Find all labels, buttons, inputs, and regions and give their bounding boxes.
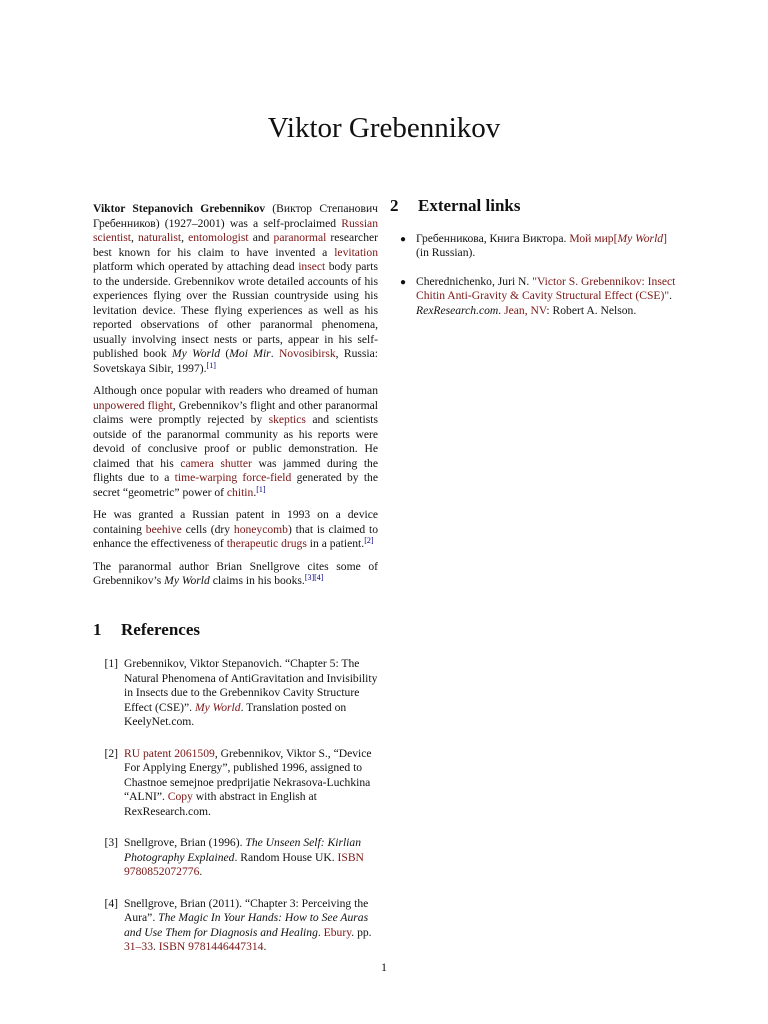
link-pages[interactable]: 31–33: [124, 940, 153, 953]
intro-paragraph-1: [93, 202, 378, 376]
text: researcher best known for his claim to have invented a: [93, 231, 378, 259]
link-skeptics[interactable]: skeptics: [268, 413, 306, 426]
text: . pp.: [351, 925, 372, 939]
citation-link[interactable]: [2]: [364, 536, 374, 545]
citation-link[interactable]: [3]: [304, 573, 315, 582]
section-number: 2: [390, 196, 399, 215]
text: ]: [663, 231, 667, 245]
text: .: [317, 925, 324, 939]
link-beehive[interactable]: beehive: [145, 522, 182, 536]
page-number: 1: [381, 960, 387, 974]
section-number: 1: [93, 619, 102, 639]
link-insect[interactable]: insect: [298, 260, 326, 273]
text: Snellgrove, Brian (2011). “Chapter 3: Perceiving the Aura”.: [124, 896, 369, 924]
citation-link[interactable]: [4]: [314, 573, 324, 582]
text: ) that is claimed to enhance the effectiveness of: [93, 522, 378, 550]
text: (Виктор Степанович Гребенников) (1927–2001) was a self-proclaimed: [93, 202, 378, 230]
book-title: The Unseen Self: Kirlian Photography Explained: [124, 836, 361, 864]
text: claims in his books.: [209, 574, 305, 587]
reference-item: [93, 836, 378, 880]
link-levitation[interactable]: levitation: [334, 245, 378, 259]
text: Although once popular with readers who dreamed of human: [93, 384, 378, 397]
link-therapeutic-drugs[interactable]: therapeutic drugs: [226, 537, 307, 550]
book-title: My World: [164, 574, 210, 587]
reference-text: [124, 897, 378, 955]
text: , Grebennikov, Viktor S., “Device For Applying Energy”, published 1996, assigned to Chastnoe semejnoe predprijatie Nekrasova-Luchkina “ALNI”.: [124, 746, 372, 803]
section-title: External links: [418, 196, 521, 215]
link-honeycomb[interactable]: honeycomb: [233, 522, 288, 536]
book-title-russian: Moi Mir: [229, 347, 271, 360]
subject-name: Viktor Stepanovich Grebennikov: [93, 202, 266, 215]
list-item: [390, 275, 676, 319]
link-jean-nv[interactable]: Jean, NV: [504, 303, 547, 317]
text: in a patient.: [306, 537, 365, 550]
text: .: [270, 347, 279, 360]
link-unpowered-flight[interactable]: unpowered flight: [93, 398, 173, 412]
text: , Russia: Sovetskaya Sibir, 1997).: [93, 347, 379, 375]
text: .: [498, 303, 505, 317]
text: . Translation posted on KeelyNet.com.: [124, 700, 347, 728]
text: was jammed during the flights due to a: [93, 456, 379, 484]
text: Cherednichenko, Juri N.: [416, 274, 533, 288]
citation-link[interactable]: [1]: [206, 360, 216, 370]
text: Grebennikov, Viktor Stepanovich. “Chapter 5: The Natural Phenomena of AntiGravitation and Invisibility in Insects due to the Grebennikov Cavity Structure Effect (CSE)”.: [124, 657, 378, 714]
reference-number: [2]: [104, 746, 118, 760]
link-ru-patent[interactable]: RU patent 2061509: [124, 746, 215, 760]
intro-paragraph-2: [93, 384, 378, 500]
text: .: [152, 940, 159, 953]
link-moi-mir[interactable]: [569, 232, 667, 245]
link-russian-scientist[interactable]: Russian scientist: [93, 216, 378, 244]
site-name: RexResearch.com: [416, 303, 499, 317]
link-chitin[interactable]: chitin: [226, 485, 254, 499]
external-links-heading: [390, 196, 676, 215]
right-column: [390, 196, 676, 332]
text: cells (dry: [181, 522, 234, 536]
text: My World: [617, 231, 664, 245]
page-title: Viktor Grebennikov: [267, 112, 501, 144]
list-item: [390, 232, 676, 261]
link-isbn[interactable]: ISBN 9781446447314: [158, 940, 264, 953]
link-copy[interactable]: Copy: [167, 790, 193, 803]
intro-paragraph-3: [93, 508, 378, 552]
text: , Grebennikov’s flight and other paranormal claims were promptly rejected by: [93, 398, 378, 426]
text: and scientists outside of the paranormal community as his reports were devoid of conclusive proof or public demonstration. He claimed that his: [93, 413, 378, 470]
text: .: [199, 865, 203, 878]
text: ,: [131, 231, 138, 244]
link-entomologist[interactable]: entomologist: [188, 231, 249, 244]
references-list: [93, 657, 378, 955]
external-links-list: [390, 232, 676, 319]
text: ,: [181, 231, 189, 244]
reference-number: [4]: [104, 896, 118, 910]
link-ebury[interactable]: Ebury: [323, 925, 352, 939]
text: Мой мир[: [569, 231, 618, 245]
text: : Robert A. Nelson.: [546, 303, 637, 317]
link-force-field[interactable]: time-warping force-field: [174, 471, 292, 484]
reference-text: [124, 836, 378, 880]
text: The paranormal author Brian Snellgrove cites some of Grebennikov’s: [93, 559, 378, 587]
reference-text: [124, 747, 378, 820]
citation-link[interactable]: [1]: [256, 484, 266, 494]
text: .: [253, 485, 257, 499]
book-title: My World: [171, 347, 221, 360]
link-isbn[interactable]: ISBN 9780852072776: [124, 850, 364, 878]
link-paranormal[interactable]: paranormal: [273, 231, 327, 244]
bullet-icon: ●: [399, 233, 407, 245]
text: (in Russian).: [416, 246, 476, 259]
link-naturalist[interactable]: naturalist: [137, 231, 182, 244]
text: Snellgrove, Brian (1996).: [124, 836, 246, 849]
bullet-icon: ●: [399, 276, 407, 288]
reference-number: [3]: [104, 836, 118, 849]
text: . Random House UK.: [234, 850, 338, 864]
text: He was granted a Russian patent in 1993 on a device containing: [93, 508, 378, 536]
link-novosibirsk[interactable]: Novosibirsk: [278, 347, 336, 360]
reference-item: [93, 897, 378, 955]
text: platform which operated by attaching dead: [93, 260, 299, 273]
reference-text: [124, 657, 378, 730]
external-link-text: [416, 232, 676, 261]
link-rexresearch-article[interactable]: "Victor S. Grebennikov: Insect Chitin Anti-Gravity & Cavity Structural Effect (CSE)": [416, 274, 676, 302]
reference-item: [93, 657, 378, 730]
text: and: [248, 231, 274, 244]
section-title: References: [121, 619, 200, 639]
link-my-world[interactable]: My World: [194, 700, 241, 714]
text: Гребенникова, Книга Виктора.: [416, 231, 570, 245]
text: body parts to the underside. Grebennikov wrote detailed accounts of his experiences flying over the Russian countryside using his levitation device. These flying experiences as well as his reported observations of other paranormal phenomena, usually involving insect nests or parts, appear in his self-published book: [93, 260, 378, 360]
references-heading: [93, 619, 378, 639]
intro-paragraph-4: [93, 560, 378, 589]
text: .: [263, 940, 267, 953]
external-link-text: [416, 275, 676, 319]
text: with abstract in English at RexResearch.com.: [124, 790, 317, 818]
link-camera-shutter[interactable]: camera shutter: [180, 456, 252, 470]
reference-item: [93, 747, 378, 820]
book-title: The Magic In Your Hands: How to See Auras and Use Them for Diagnosis and Healing: [124, 911, 369, 939]
text: (: [220, 347, 230, 360]
left-column: [93, 202, 378, 972]
reference-number: [1]: [104, 657, 118, 670]
text: generated by the secret “geometric” power of: [93, 471, 378, 499]
text: .: [669, 289, 673, 302]
